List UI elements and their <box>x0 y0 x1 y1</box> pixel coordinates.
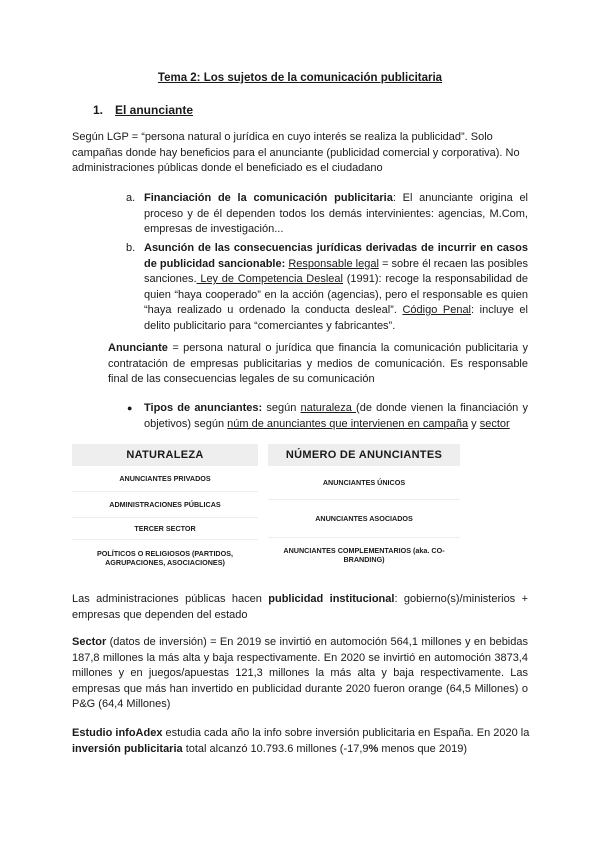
anunciante-paragraph <box>108 341 528 388</box>
publicidad-institucional-term: publicidad institucional <box>268 593 395 605</box>
list-marker: a. <box>126 192 136 204</box>
list-item-a <box>126 191 528 238</box>
inversion-publicitaria-term: inversión publicitaria <box>72 742 183 755</box>
section-label: El anunciante <box>115 103 194 117</box>
estudio-paragraph <box>72 726 530 757</box>
table-cell: ADMINISTRACIONES PÚBLICAS <box>72 492 258 518</box>
sector-title: Sector <box>72 636 107 648</box>
table-cell: ANUNCIANTES ÚNICOS <box>268 466 460 500</box>
table-cell: POLÍTICOS O RELIGIOSOS (PARTIDOS, AGRUPACIONES, ASOCIACIONES) <box>96 549 234 567</box>
admin-paragraph <box>72 592 528 623</box>
responsable-legal-term: Responsable legal <box>288 257 379 270</box>
numero-anunciantes-header: NÚMERO DE ANUNCIANTES <box>268 444 460 466</box>
table-cell: ANUNCIANTES COMPLEMENTARIOS (aka. CO-BRANDING) <box>283 546 445 564</box>
estudio-text-3: menos que 2019) <box>378 742 467 755</box>
num-anunciantes-term: núm de anunciantes que intervienen en campaña <box>227 417 469 430</box>
admin-text-1: Las administraciones públicas hacen <box>72 593 269 605</box>
intro-paragraph: Según LGP = “persona natural o jurídica en cuyo interés se realiza la publicidad”. Solo campañas donde hay beneficios para el anunciante (publicidad comercial y corporativa). No administraciones públicas donde el beneficiado es el ciudadano <box>72 131 520 174</box>
admin-text-2: : gobierno(s)/ministerios + empresas que dependen del estado <box>72 593 529 621</box>
naturaleza-column <box>72 444 258 576</box>
list-item-b-text-2: (1991): recoge la responsabilidad de quien “haya cooperado” en la acción (agencias), pero el responsable es quien “haya realizado u ordenado la conducta desleal”. <box>144 273 528 316</box>
section-heading <box>93 103 193 117</box>
naturaleza-term: naturaleza <box>300 402 357 414</box>
table-cell: ANUNCIANTES PRIVADOS <box>72 466 258 492</box>
list-marker: b. <box>126 242 136 254</box>
sector-text: (datos de inversión) = En 2019 se invirtió en automoción 564,1 millones y en bebidas 187,8 millones la más alta y baja respectivamente. En 2020 se invirtió en automoción 3873,4 millones y en juegos/apuestas 121,3 millones la más alta y baja respectivamente. Las empresas que más han invertido en publicidad durante 2020 fueron orange (64,5 Millones) o P&G (64,4 Millones) <box>72 636 528 710</box>
estudio-text-2: total alcanzó 10.793.6 millones (-17,9 <box>182 742 369 755</box>
section-number: 1. <box>93 103 104 117</box>
tipos-text-2: (de donde vienen la financiación y objetivos) según <box>144 402 528 430</box>
anunciante-term: Anunciante <box>108 342 168 354</box>
sector-paragraph <box>72 635 528 713</box>
tipos-bullet <box>127 401 528 432</box>
table-cell: ANUNCIANTES ASOCIADOS <box>268 500 460 538</box>
percent-sign: % <box>368 742 379 755</box>
list-item-b-title: Asunción de las consecuencias jurídicas derivadas de incurrir en casos de publicidad sancionable: <box>144 242 528 270</box>
list-item-b-text-1: = sobre él recaen las posibles sanciones. <box>144 257 528 285</box>
list-item-b-text-3: : incluye el delito publicitario para “comerciantes y fabricantes”. <box>144 304 528 332</box>
list-item-a-title: Financiación de la comunicación publicitaria <box>144 192 393 204</box>
table-cell: TERCER SECTOR <box>72 518 258 540</box>
list-item-b <box>126 241 528 334</box>
naturaleza-header: NATURALEZA <box>72 444 258 466</box>
ley-competencia-term: Ley de Competencia Desleal <box>196 273 343 285</box>
codigo-penal-term: Código Penal <box>402 304 472 316</box>
bullet-marker: ● <box>127 403 133 413</box>
anunciante-definition: = persona natural o jurídica que financia la comunicación publicitaria y contratación de empresas publicitarias y medios de comunicación. Es responsable final de las consecuencias legales de su comunicación <box>108 342 528 385</box>
list-item-a-text: : El anunciante origina el proceso y de él dependen todos los demás intervinientes: agencias, M.Com, empresas de investigación... <box>144 192 528 235</box>
tipos-text-1: según <box>262 402 301 414</box>
numero-anunciantes-column <box>268 444 460 572</box>
sector-term: sector <box>479 417 510 430</box>
page-title: Tema 2: Los sujetos de la comunicación publicitaria <box>157 72 443 84</box>
estudio-text-1: estudia cada año la info sobre inversión publicitaria en España. En 2020 la <box>162 727 530 739</box>
estudio-infoadex-term: Estudio infoAdex <box>72 727 163 739</box>
tipos-text-3: y <box>468 417 480 430</box>
tipos-title: Tipos de anunciantes: <box>144 402 263 414</box>
